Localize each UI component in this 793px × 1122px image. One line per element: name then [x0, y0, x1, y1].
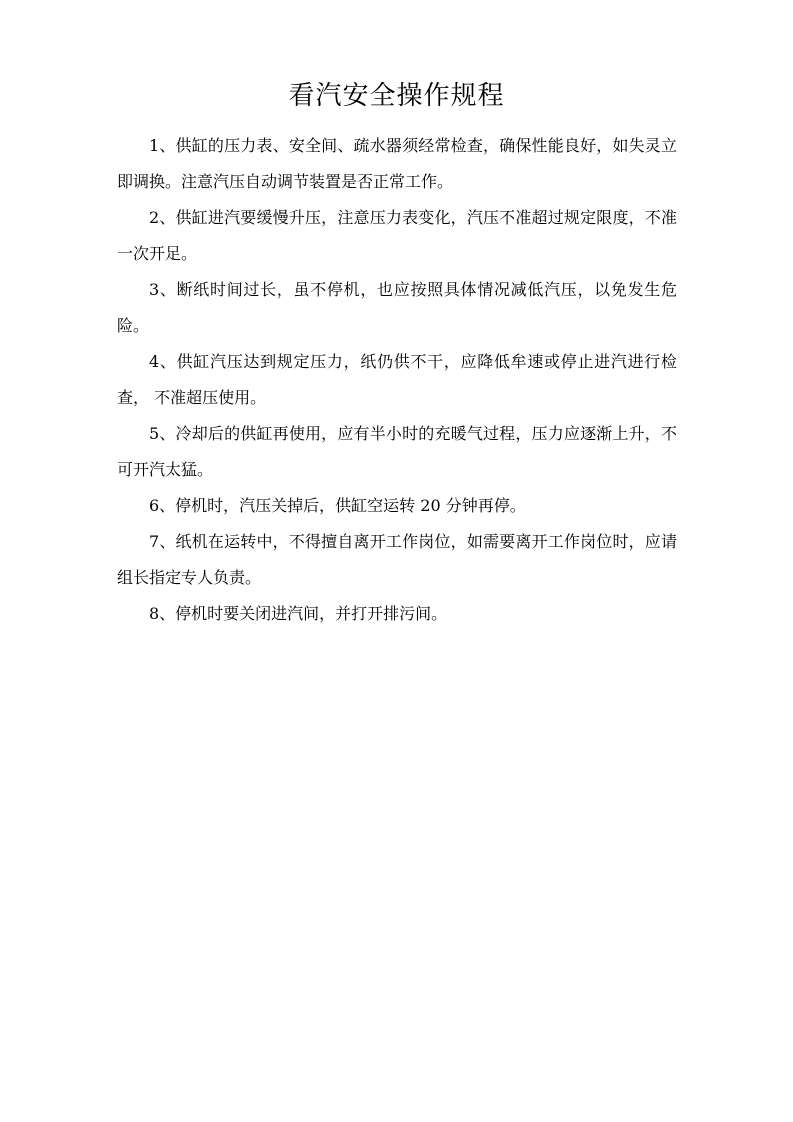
paragraph-5: 5、冷却后的供缸再使用，应有半小时的充暖气过程，压力应逐渐上升，不可开汽太猛。 — [117, 424, 677, 479]
paragraph-7: 7、纸机在运转中，不得擅自离开工作岗位，如需要离开工作岗位时，应请组长指定专人负责。 — [117, 532, 677, 587]
paragraph-4: 4、供缸汽压达到规定压力，纸仍供不干，应降低牟速或停止进汽进行检查， 不准超压使用。 — [117, 352, 677, 407]
document-title: 看汽安全操作规程 — [288, 81, 505, 111]
paragraph-6: 6、停机时，汽压关掉后，供缸空运转 20 分钟再停。 — [149, 496, 526, 515]
paragraph-8: 8、停机时要关闭进汽间，并打开排污间。 — [149, 604, 448, 623]
document-body — [117, 128, 677, 632]
paragraph-3: 3、断纸时间过长，虽不停机，也应按照具体情况减低汽压，以免发生危险。 — [117, 280, 677, 335]
paragraph-1: 1、供缸的压力表、安全间、疏水器须经常检查，确保性能良好，如失灵立即调换。注意汽压自动调节装置是否正常工作。 — [117, 136, 677, 191]
paragraph-2: 2、供缸进汽要缓慢升压，注意压力表变化，汽压不准超过规定限度，不准 一次开足。 — [117, 208, 677, 263]
